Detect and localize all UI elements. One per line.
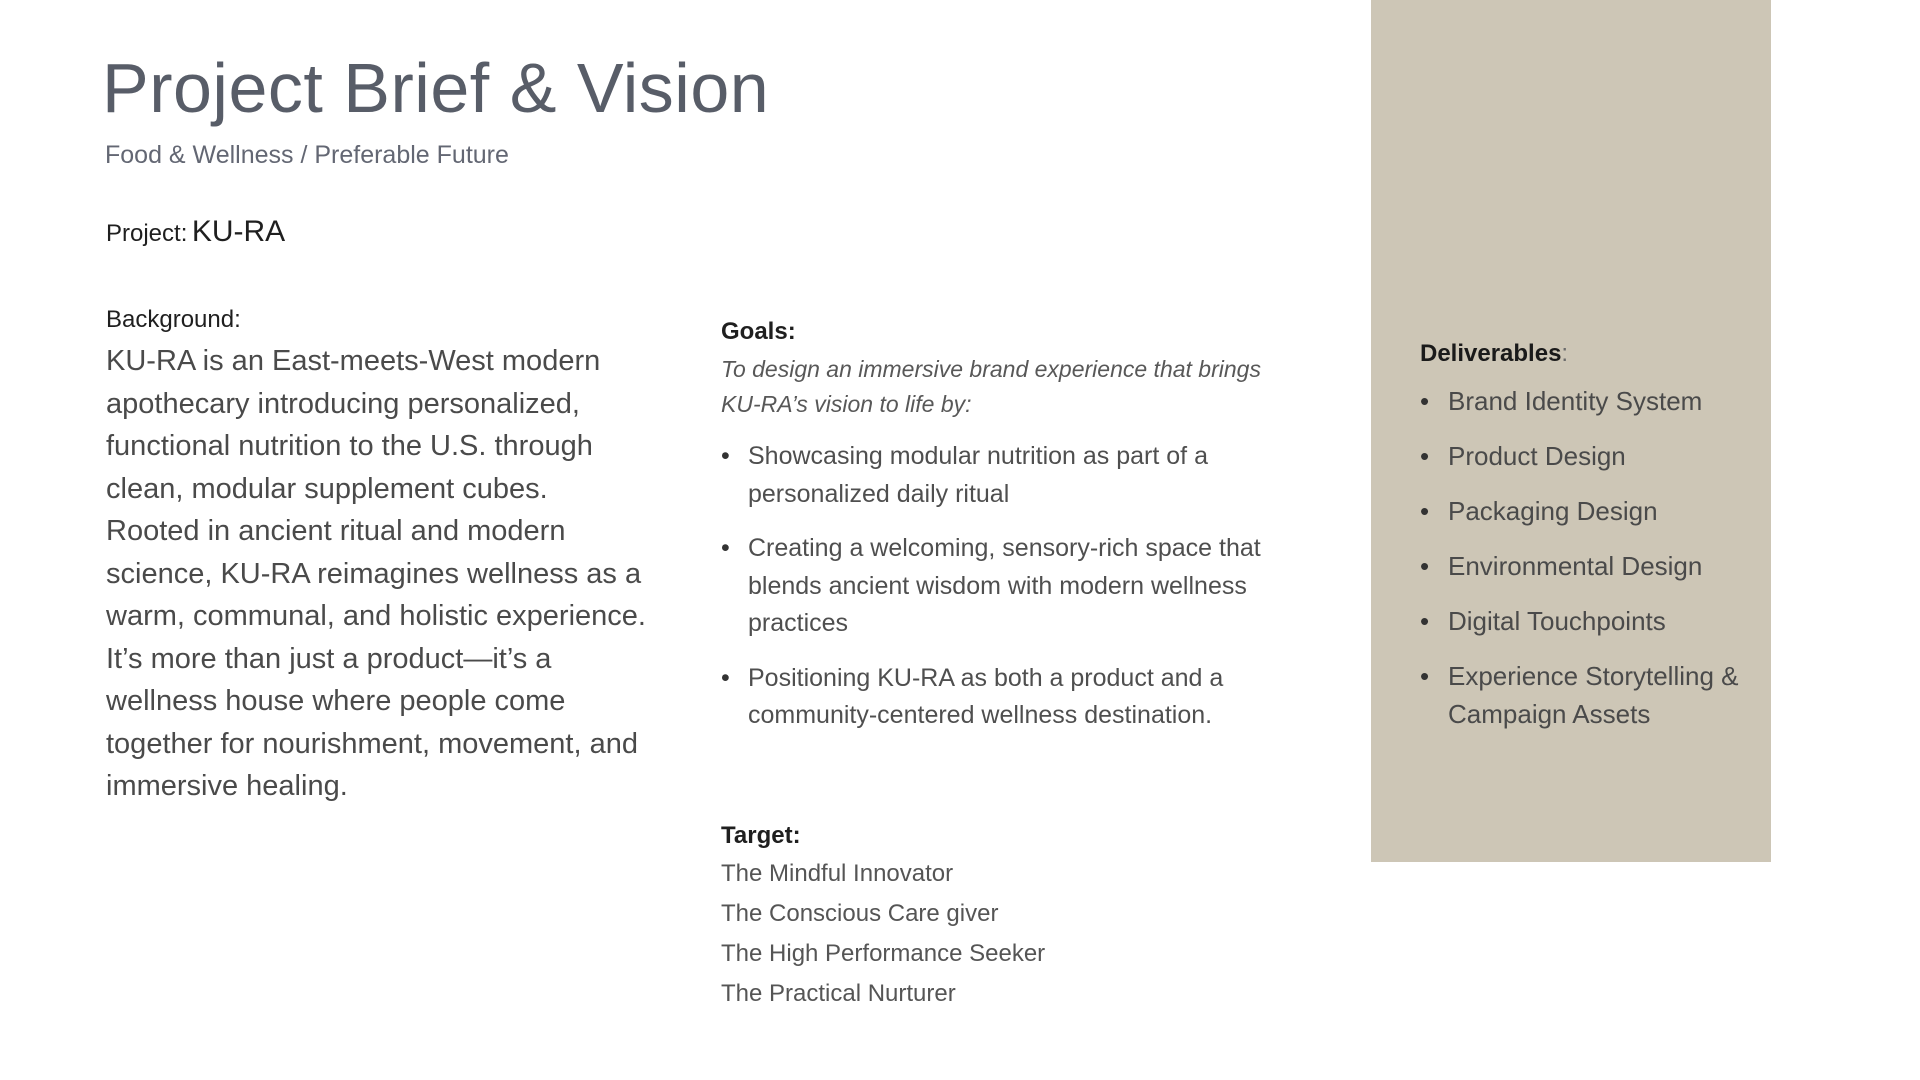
deliverable-text: Brand Identity System [1448, 386, 1703, 416]
target-item: The Mindful Innovator [721, 860, 954, 887]
target-item: The Conscious Care giver [721, 900, 999, 927]
page-subtitle: Food & Wellness / Preferable Future [105, 141, 509, 169]
deliverables-section [1420, 340, 1760, 750]
goal-text: Creating a welcoming, sensory-rich space that blends ancient wisdom with modern wellness practices [748, 534, 1261, 637]
bullet-icon: • [1420, 441, 1430, 471]
deliverables-label [1420, 340, 1760, 368]
deliverable-text: Experience Storytelling & Campaign Assets [1448, 661, 1739, 729]
deliverable-text: Digital Touchpoints [1448, 606, 1666, 636]
target-item: The Practical Nurturer [721, 980, 956, 1007]
goal-text: Showcasing modular nutrition as part of a personalized daily ritual [748, 442, 1208, 508]
deliverable-item [1420, 547, 1760, 585]
target-list [721, 854, 1221, 1014]
bullet-icon: • [721, 534, 730, 562]
deliverable-item [1420, 492, 1760, 530]
deliverable-item [1420, 437, 1760, 475]
deliverable-text: Packaging Design [1448, 496, 1658, 526]
background-text: KU-RA is an East-meets-West modern apothecary introducing personalized, functional nutrition to the U.S. through clean, modular supplement cubes. Rooted in ancient ritual and modern science, KU-RA reimagines wellness as a warm, communal, and holistic experience. It’s more than just a product—it’s a wellness house where people come together for nourishment, movement, and immersive healing. [106, 345, 646, 802]
goals-intro: To design an immersive brand experience that brings KU-RA’s vision to life by: [721, 356, 1261, 417]
project-name: KU-RA [191, 215, 286, 248]
goals-section [721, 318, 1261, 752]
bullet-icon: • [721, 442, 730, 470]
goals-label: Goals: [721, 318, 796, 345]
deliverable-text: Product Design [1448, 441, 1626, 471]
bullet-icon: • [1420, 551, 1430, 581]
goal-item [721, 530, 1261, 643]
background-section [106, 306, 646, 808]
background-label: Background: [106, 306, 241, 333]
deliverables-list [1420, 382, 1760, 733]
bullet-icon: • [1420, 606, 1430, 636]
deliverable-item [1420, 602, 1760, 640]
target-label: Target: [721, 822, 801, 849]
project-label: Project: [106, 220, 188, 247]
goal-item [721, 438, 1261, 513]
bullet-icon: • [1420, 386, 1430, 416]
bullet-icon: • [721, 663, 730, 692]
bullet-icon: • [1420, 661, 1430, 691]
deliverable-text: Environmental Design [1448, 551, 1703, 581]
page-title: Project Brief & Vision [102, 49, 770, 127]
goal-item [721, 660, 1261, 735]
deliverables-panel [1371, 0, 1771, 862]
deliverables-label-colon: : [1561, 340, 1569, 367]
deliverable-item [1420, 657, 1760, 733]
goals-list [721, 438, 1261, 735]
goal-text: Positioning KU-RA as both a product and a community-centered wellness destination. [748, 663, 1224, 729]
project-line [106, 215, 285, 249]
deliverables-label-text: Deliverables [1420, 340, 1562, 367]
target-section [721, 822, 1221, 1014]
bullet-icon: • [1420, 496, 1430, 526]
target-item: The High Performance Seeker [721, 940, 1046, 967]
deliverable-item [1420, 382, 1760, 420]
